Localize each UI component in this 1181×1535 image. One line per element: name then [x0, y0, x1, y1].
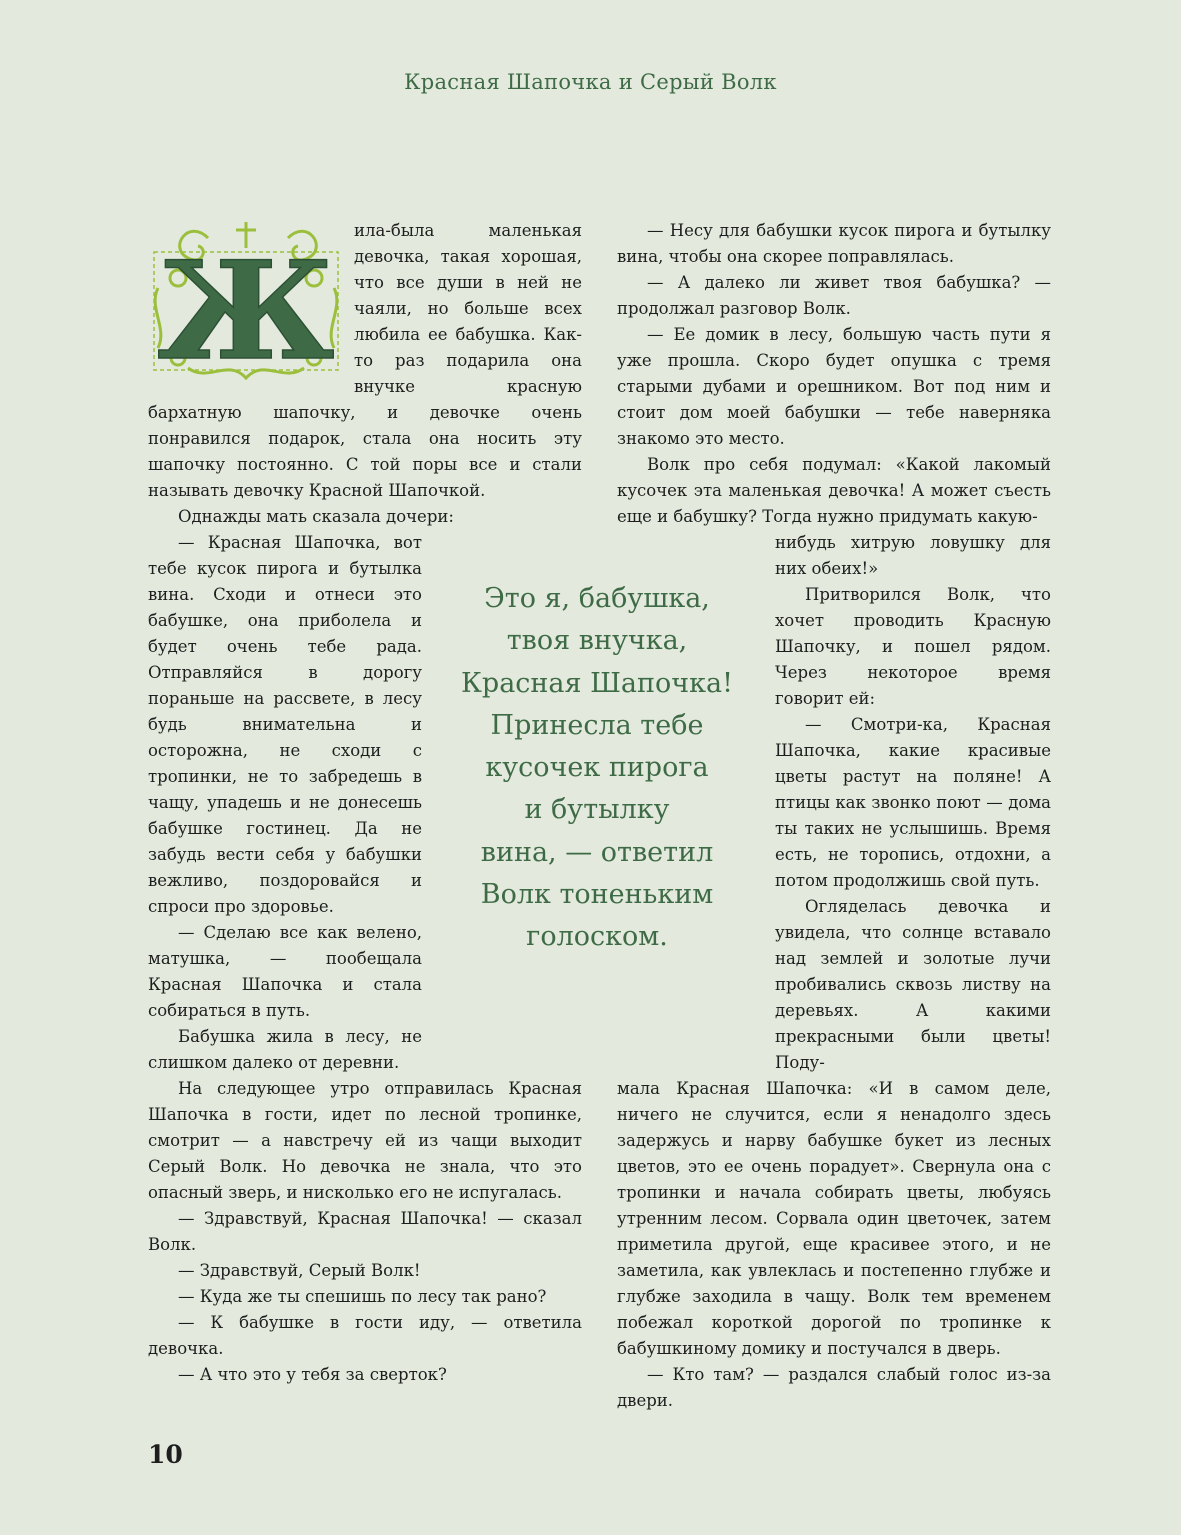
paragraph: — Кто там? — раздался слабый голос из-за двери.: [617, 1365, 1051, 1410]
pull-quote-line: вина, — ответил: [480, 836, 714, 868]
pull-quote-line: Красная Шапочка!: [461, 667, 733, 699]
paragraph: — Несу для бабушки кусок пирога и бутылку вина, чтобы она скорее поправлялась.: [617, 221, 1051, 266]
dropcap-ornament: [148, 218, 344, 384]
paragraph: Притворился Волк, что хочет проводить Красную Шапочку, и пошел рядом. Через некоторое время говорит ей:: [775, 585, 1051, 708]
paragraph: — А далеко ли живет твоя бабушка? — продолжал разговор Волк.: [617, 273, 1051, 318]
paragraph: мала Красная Шапочка: «И в самом деле, ничего не случится, если я ненадолго здесь задержусь и нарву бабушке букет из лесных цветов, это ее очень порадует». Свернула она с тропинки и начала собирать цветы, любуясь утренним лесом. Сорвала один цветочек, затем приметила другой, еще красивее этого, и не заметила, как увлеклась и постепенно глубже и глубже заходила в чащу. Волк тем временем побежал короткой дорогой по тропинке к бабушкиному домику и постучался в дверь.: [617, 1079, 1051, 1358]
paragraph: Волк про себя подумал: «Какой лакомый кусочек эта маленькая девочка! А может съесть еще и бабушку? Тогда нужно придумать какую-: [617, 455, 1051, 526]
paragraph: — Ее домик в лесу, большую часть пути я уже прошла. Скоро будет опушка с тремя старыми дубами и орешником. Вот под ним и стоит дом моей бабушки — тебе наверняка знакомо это место.: [617, 325, 1051, 448]
pull-quote-line: твоя внучка,: [506, 625, 688, 657]
pull-quote-line: кусочек пирога: [485, 752, 709, 784]
pull-quote-line: Принесла тебе: [490, 709, 704, 741]
pull-quote-line: голоском.: [526, 921, 668, 953]
pull-quote-line: и бутылку: [524, 794, 670, 826]
running-title: Красная Шапочка и Серый Волк: [404, 70, 777, 94]
paragraph: На следующее утро отправилась Красная Шапочка в гости, идет по лесной тропинке, смотрит — а навстречу ей из чащи выходит Серый Волк. Но девочка не знала, что это опасный зверь, и нисколько его не испугалась.: [148, 1079, 582, 1202]
paragraph: — Красная Шапочка, вот тебе кусок пирога и бутылка вина. Сходи и отнеси это бабушке, она приболела и будет очень тебе рада. Отправляйся в дорогу пораньше на рассвете, в лесу будь внимательна и осторожна, не сходи с тропинки, не то забредешь в чащу, упадешь и не донесешь бабушке гостинец. Да не забудь вести себя у бабушки вежливо, поздоровайся и спроси про здоровье.: [148, 533, 422, 916]
paragraph: — К бабушке в гости иду, — ответила девочка.: [148, 1313, 582, 1358]
page-number: 10: [148, 1440, 183, 1469]
narrow-text-block: [775, 530, 1051, 1076]
paragraph: — Здравствуй, Серый Волк!: [178, 1261, 421, 1280]
pull-quote-line: Волк тоненьким: [480, 879, 714, 911]
paragraph: — Куда же ты спешишь по лесу так рано?: [178, 1287, 547, 1306]
paragraph: ила-была маленькая девочка, такая хорошая, что все души в ней не чаяли, но больше всех любила ее бабушка. Как-то раз подарила она внучке красную бархатную шапочку, и девочке очень понравился подарок, стала она носить эту шапочку постоянно. С той поры все и стали называть девочку Красной Шапочкой.: [148, 221, 582, 500]
paragraph: Бабушка жила в лесу, не слишком далеко от деревни.: [148, 1027, 422, 1072]
paragraph: Огляделась девочка и увидела, что солнце вставало над землей и золотые лучи пробивались сквозь листву на деревьях. А какими прекрасными были цветы! Поду-: [775, 897, 1051, 1072]
right-column: [617, 218, 1051, 1414]
paragraph: — Здравствуй, Красная Шапочка! — сказал Волк.: [148, 1209, 582, 1254]
pull-quote-line: Это я, бабушка,: [484, 583, 710, 614]
dropcap-letter: Ж: [157, 231, 335, 384]
paragraph: — Смотри-ка, Красная Шапочка, какие красивые цветы растут на поляне! А птицы как звонко поют — дома ты таких не услышишь. Время есть, не торопись, отдохни, а потом продолжишь свой путь.: [775, 715, 1051, 890]
paragraph: нибудь хитрую ловушку для них обеих!»: [775, 533, 1051, 578]
paragraph: Однажды мать сказала дочери:: [178, 507, 454, 526]
paragraph: — Сделаю все как велено, матушка, — пообещала Красная Шапочка и стала собираться в путь.: [148, 923, 422, 1020]
paragraph: — А что это у тебя за сверток?: [178, 1365, 447, 1384]
